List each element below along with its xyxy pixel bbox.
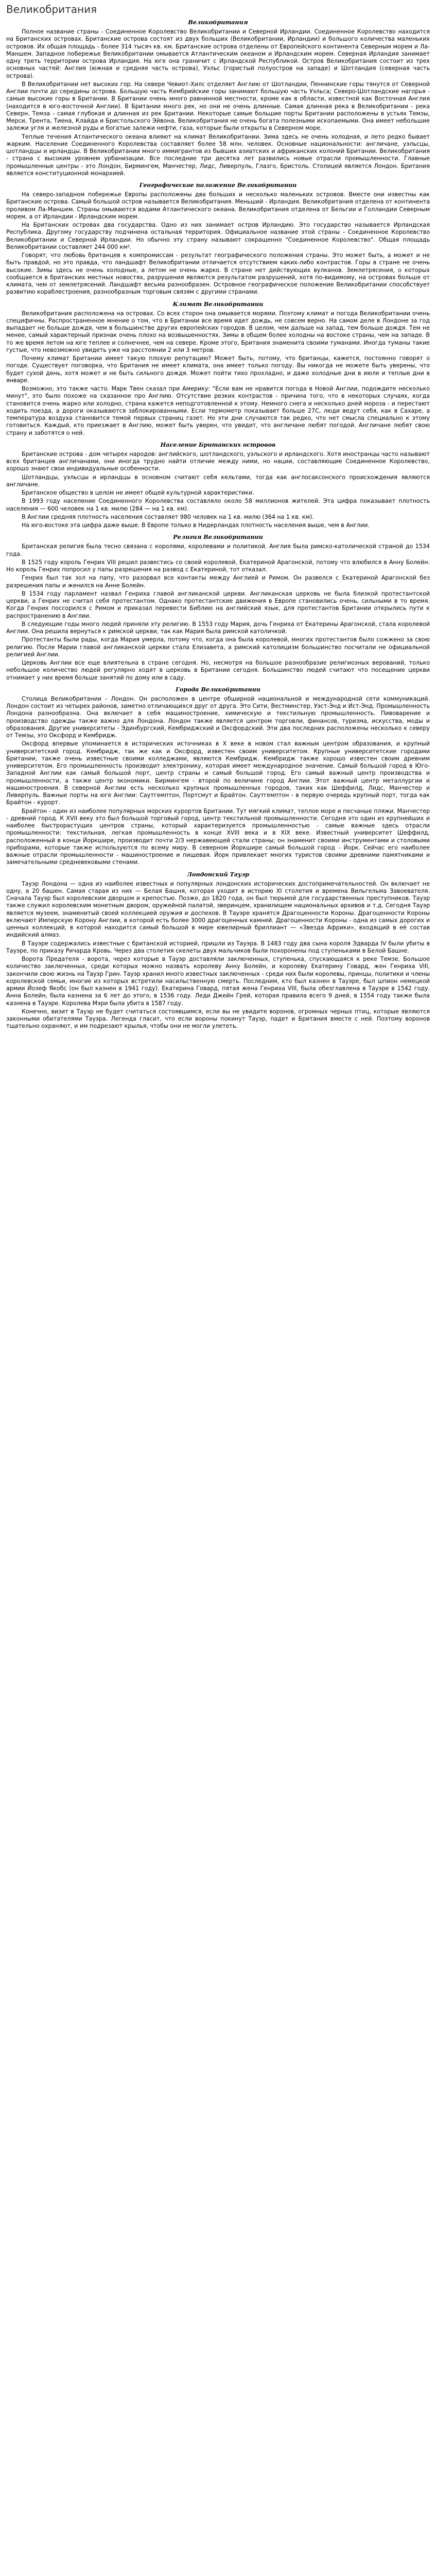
article-section [6, 871, 430, 1030]
paragraph: Британское общество в целом не имеет общей культурной характеристики. [22, 489, 254, 496]
section-heading: Географическое положение Великобритании [139, 181, 297, 189]
paragraph: Британская религия была тесно связана с королями, королевами и политикой. Англия была римско-католической страной до 1534 года. [6, 543, 430, 557]
paragraph: Великобритания расположена на островах. Со всех сторон она омывается морями. Поэтому климат и погода Великобритании очень специфичны. Распространенное мнение о том, что в Британии все время идет дождь, не совсем верно. На самом деле в Лондоне за год выпадает не больше дождя, чем в большинстве других европейских городов. В целом, чем дальше на запад, тем больше дождя. Тем не менее, самый характерный признак очень плохо на возвышенностях. Зимы в общем более холодны на востоке страны, чем на западе. В то же время летом на юге теплее и солнечнее, чем на севере. Кроме этого, Британия знаменита своими туманами. Иногда туманы такие густые, что невозможно увидеть уже на расстоянии 2 или 3 метров. [6, 310, 430, 353]
paragraph: Столица Великобритании - Лондон. Он расположен в центре обширной национальной и международной сети коммуникаций. Лондон состоит из четырех районов, заметно отличающихся друг от друга. Это Сити, Вестминстер, Уэст-Энд и Ист-Энд. Промышленность Лондона разнообразна. Она включает в себя машиностроение, химическую и текстильную промышленность. Пивоварение и производство одежды также важно для Лондона. Лондон также является центром торговли, финансов, туризма, искусства, моды и образования. Другие университеты - Эдинбургский, Кембриджский и Оксфордский. Эти два последних расположены несколько к северу от Темзы, это Оксфорд и Кембридж. [6, 695, 430, 739]
paragraph: Почему климат Британии имеет такую плохую репутацию? Может быть, потому, что британцы, кажется, постоянно говорят о погоде. Существует поговорка, что Британия не имеет климата, она имеет только погоду. Вы никогда не можете быть уверены, что будет сухой день, хотя может и не быть сильного дождя. Может пойти тихо прохладно, и даже холодные дни в июле и теплые дни в январе. [6, 355, 430, 384]
article-section [6, 533, 430, 682]
paragraph: Теплые течения Атлантического океана влияют на климат Великобритании. Зима здесь не очень холодная, и лето редко бывает жарким. Население Соединенного Королевства составляет более 58 млн. человек. Основные национальности: англичане, уэльсцы, шотландцы и ирландцы. В Великобритании много иммигрантов из бывших азиатских и африканских колоний Британии. Великобритания - страна с высоким уровнем урбанизации. Все последние три десятка лет развились новые отрасли промышленности. Главные промышленные центры - это Лондон, Бирмингем, Манчестер, Лидс, Ливерпуль, Глазго, Бристоль. Столицей является Лондон. Британия является конституционной монархией. [6, 133, 430, 177]
paragraph: На северо-западном побережье Европы расположены два больших и несколько маленьких островов. Вместе они известны как Британские острова. Самый большой остров называется Великобритания. Меньший - Ирландия. Великобритания отделена от континента проливом Ла-Маншем. Страны омываются водами Атлантического океана. Великобритания отделена от Бельгии и Голландии Северным морем, а от Ирландии - Ирландским морем. [6, 191, 430, 220]
page-root [0, 0, 436, 1030]
article-section [6, 686, 430, 867]
paragraph: В следующие годы много людей приняли эту религию. В 1553 году Мария, дочь Генриха от Екатерины Арагонской, стала королевой Англии. Она решила вернуться к римской церкви, так как Мария была римской католичкой. [6, 620, 430, 635]
section-heading: Города Великобритании [176, 685, 260, 693]
paragraph: В Великобритании нет высоких гор. На севере Чевиот-Хилс отделяет Англию от Шотландии, Пеннинские горы тянутся от Северной Англии почти до середины острова. Большую часть Кембрийские горы занимают большую часть Уэльса; Северо-Шотландские нагорья - самые высокие горы в Британии. В Британии очень много равнинной местности, кроме как в области, известной как Восточная Англия (находится в юго-восточной Англии). В Британии много рек, но они не очень длинные. Самая длинная река в Великобритании - река Северн. Темза - самая глубокая и длинная из рек Британии. Некоторые самые большие порты Британии расположены в устьях Темзы, Мерси, Трента, Тиена, Клайда и Бристольского Эйвона. Великобритания не очень богата полезными ископаемыми. Она имеет небольшие залежи угля и железной руды и богатые залежи нефти, газа, которые были открыты в Северном море. [6, 80, 430, 132]
section-heading: Лондонский Тауэр [187, 870, 249, 878]
article-section [6, 181, 430, 296]
section-heading: Религия Великобритании [173, 533, 263, 541]
paragraph: Генрих был так зол на папу, что разорвал все контакты между Англией и Римом. Он развелся с Екатериной Арагонской без разрешения папы и женился на Анне Болейн. [6, 574, 430, 589]
paragraph: Шотландцы, уэльсцы и ирландцы в основном считают себя кельтами, тогда как англосаксонского происхождения являются англичане. [6, 473, 430, 488]
section-heading: Население Британских островов [160, 440, 276, 448]
paragraph: Протестанты были рады, когда Мария умерла, потому что, когда она была королевой, многих протестантов было сожжено за свою религию. После Марии главой англиканской церкви стала Елизавета, а римский католицизм большинство посчитали не официальной религией Англии. [6, 636, 430, 658]
paragraph: Тауэр Лондона — одна из наиболее известных и популярных лондонских исторических достопримечательностей. Он включает не одну, а 20 башен. Самая старая из них — Белая Башня, которая уходит в историю XI столетия и времена Вильгельма Завоевателя. Сначала Тауэр был королевским дворцом и крепостью. Позже, до 1820 года, он был тюрьмой для государственных преступников. Тауэр также служил королевским монетным двором, оружейной палатой, зверинцем, хранилищем национальных архивов и т.д. Сегодня Тауэр является музеем, знаменитый своей коллекцией оружия и доспехов. В Тауэре хранятся Драгоценности Короны. Драгоценности Короны включают Имперскую Корону Англии, в которой есть более 3000 драгоценных камней. Драгоценности Короны - одна из самых дорогих и ценных коллекций, в которой находится самый большой в мире ювелирный бриллиант — «Звезда Африки», входящий в её состав индийский алмаз. [6, 880, 430, 939]
page-title: Великобритания [6, 3, 97, 15]
paragraph: Конечно, визит в Тауэр не будет считаться состоявшимся, если вы не увидите воронов, огромных черных птиц, которые являются законными обитателями Тауэра. Легенда гласит, что если вороны покинут Тауэр, падет и Британия вместе с ней. Поэтому воронов тщательно охраняют, и им подрезают крылья, чтобы они не могли улететь. [6, 1008, 430, 1030]
article-section [6, 19, 430, 177]
paragraph: В Англии средняя плотность населения составляет 980 человек на 1 кв. милю (364 на 1 кв. км). [22, 513, 314, 520]
article-body [6, 19, 430, 1030]
article-section [6, 441, 430, 530]
paragraph: Церковь Англии все еще влиятельна в стране сегодня. Но, несмотря на большое разнообразие религиозных верований, только небольшое количество людей регулярно ходят в церковь в Британии сегодня. Большинство людей считают что посещение церкви отнимает у них время больше занятий по дому или в саду. [6, 659, 430, 681]
paragraph: В Тауэре содержались известные с британской историей, пришли из Тауэра. В 1483 году два сына короля Эдварда IV были убиты в Тауэре, по приказу Ричарда Кровь. Через два столетия скелеты двух мальчиков были похоронены под ступеньками в Белой Башне. [6, 940, 430, 954]
paragraph: В 1534 году парламент назвал Генриха главой англиканской церкви. Англиканская церковь не была близкой протестантской церкви, а Генрих не считал себя протестантом. Однако протестантские движения в Европе становились очень, сильными в то время. Когда Генрих поссорился с Римом и приказал перевести Библию на английский язык, для протестантов Британии открылись пути к распространению в Англии. [6, 590, 430, 619]
paragraph: Ворота Предателя - ворота, через которые в Тауэр доставляли заключенных, ступенька, спускающаяся к реке Темзе. Большое количество заключенных, среди которых можно назвать королеву Анну Болейн, и королеву Екатерину Говард, жен Генриха VIII, закончили свою жизнь на Тауэр Грин. Тауэр хранил много известных заключенных - среди них были королевы, принцы, политики и члены королевской семьи, многие из которых встретили насильственную смерть. Последним, кто был казнен в Тауэре, был шпион немецкой армии Йозеф Якобс (он был казнен в 1941 году). Екатерина Говард, пятая жена Генриха VIII, была обезглавлена в Тауэре в 1542 году. Анна Болейн, была казнена за 6 лет до этого, в 1536 году. Леди Джейн Грей, которая правила всего 9 дней, в 1554 году также была казнена в Тауэре. Королева Мэри была убита в 1587 году. [6, 956, 430, 1007]
paragraph: Возможно, это также часто. Марк Твен сказал при Америку: "Если вам не нравится погода в Новой Англии, подождите несколько минут", это было похоже на сказанное про Англию. Отсутствие резких контрастов - причина того, что в некоторых случаях, когда становится очень жарко или холодно, страна кажется неподготовленной к этому. Немного снега и несколько дней мороза - и перестают ходить поезда, а дороги оказываются заблокированными. Если термометр показывает больше 27С, люди ведут себя, как в Сахаре, а температура воздуха становится темой первых страниц газет. Но эти дни случаются так редко, что нет смысла специально к этому готовиться. Каждый, кто приезжает в Англию, может быть уверен, что увидит, что англичане любят погодой. Англичане любят свою страну и заботятся о ней. [6, 385, 430, 436]
paragraph: Оксфорд впервые упоминается в исторических источниках в X веке в новом стал важным центром образования, и крупный университетский город. Кембридж, так же как и Оксфорд, известен своим университетом. Крупные университетские городами Британии, также очень известные своими колледжами, являются Кембридж. Кембридж также хорошо известен своим древним университетом. Его промышленность производит электронику, которая имеет международное значение. Самый большой город в Юго-Западной Англии как самый большой порт, центр страны и самый большой город. Его самый важный центр производства и промышленности, а также центр экономики. Бирмингем - второй по величине город Англии. Этот важный центр металлургии и машиностроения. В северной Англии есть несколько крупных промышленных городов, таких как Шеффилд, Лидс, Манчестер и Ливерпуль. Важные порты на юге Англии: Саутгемптон, Портсмут и Брайтон. Саутгемптон - в первую очередь крупный порт, тогда как Брайтон - курорт. [6, 740, 430, 806]
paragraph: В 1525 году король Генрих VIII решил развестись со своей королевой, Екатериной Арагонской, потому что влюбился в Анну Болейн. Но король Генрих попросил у папы разрешения на развод с Екатериной, тот отказал. [6, 558, 430, 573]
paragraph: Брайтон - один из наиболее популярных морских курортов Британии. Тут мягкий климат, теплое море и песчаные пляжи. Манчестер - древний город. К XVII веку это был большой торговый город, центр текстильной промышленности. Сегодня это один из крупнейших и наиболее быстрорастущих центров страны, который характеризуется промышленностью - самые важные здесь отрасли промышленности: текстильная, легкая промышленность в конце XVIII века и в XIX веке. Известный университет Шеффилд, расположенный в конце Йоркшире, производит почти 2/3 нержавеющей стали страны; он знаменит своими инструментами и столовыми приборами, которые также используются по всему миру. В северном Йоркшире самый большой город - Йорк. Сейчас его наиболее важные отрасли промышленности - машиностроение и пищевая. Йорк привлекает многих туристов своими древними памятниками и замечательными средневековыми стенами. [6, 807, 430, 866]
paragraph: Британские острова - дом четырех народов: английского, шотландского, уэльского и ирландского. Хотя иностранцы часто называют всех британцев англичанами, они иногда трудно найти отличие между ними, но нации, составляющие Соединенное Королевство, хорошо знают свои индивидуальные особенности. [6, 450, 430, 472]
section-heading: Климат Великобритании [172, 300, 264, 308]
paragraph: На Британских островах два государства. Одно из них занимает остров Ирландию. Это государство называется Ирландская Республика. Другому государству подчинена остальная территория. Официальное название этой страны - Соединенное Королевство Великобритании и Северной Ирландии. Но обычно эту страну называют сокращенно "Соединенное Королевство". Общая площадь Великобритании составляет 244 000 км². [6, 222, 430, 250]
paragraph: На юго-востоке эта цифра даже выше. В Европе только в Нидерландах плотность населения выше, чем в Англии. [22, 522, 370, 529]
paragraph: Полное название страны - Соединенное Королевство Великобритании и Северной Ирландии. Соединенное Королевство находится на Британских островах. Британские острова состоят из двух больших (Великобритании, Ирландии) и большого количества маленьких островов. Их общая площадь - более 314 тысяч кв. км. Британские острова отделены от Европейского континента Северным морем и Ла-Маншем. Западное побережье Великобритании омывается Атлантическим океаном и Ирландским морем. Северная Ирландия занимает одну треть территории острова Ирландия. На юге она граничит с Ирландской Республикой. Остров Великобритания состоит из трех основных частей: Англия (южная и средняя часть острова), Уэльс (гористый полуостров на западе) и Шотландия (северная часть острова). [6, 28, 430, 79]
paragraph: Говорят, что любовь британцев к компромиссам - результат географического положения страны. Это может быть, а может и не быть правдой, но это правда, что ландшафт Великобритании отличается отсутствием каких-либо контрастов. Горы в стране не очень высокие. Зимы здесь не очень холодные, а летом не очень жарко. В стране нет действующих вулканов. Землетрясения, о которых сообщается в британских местных новостях, разрушения являются результатом разрушений, хотя по-видимому, на островах больше от климата, чем от землетрясений. Ландшафт весьма разнообразен. Островное географическое положение Великобритании способствует развитию кораблестроения, разнообразным торговым связям с другими странами. [6, 252, 430, 296]
paragraph: В 1993 году население Соединенного Королевства составляло около 58 миллионов жителей. Эта цифра показывает плотность населения — 600 человек на 1 кв. милю (284 — на 1 кв. км). [6, 498, 430, 512]
section-heading: Великобритания [188, 19, 248, 26]
article-section [6, 300, 430, 437]
